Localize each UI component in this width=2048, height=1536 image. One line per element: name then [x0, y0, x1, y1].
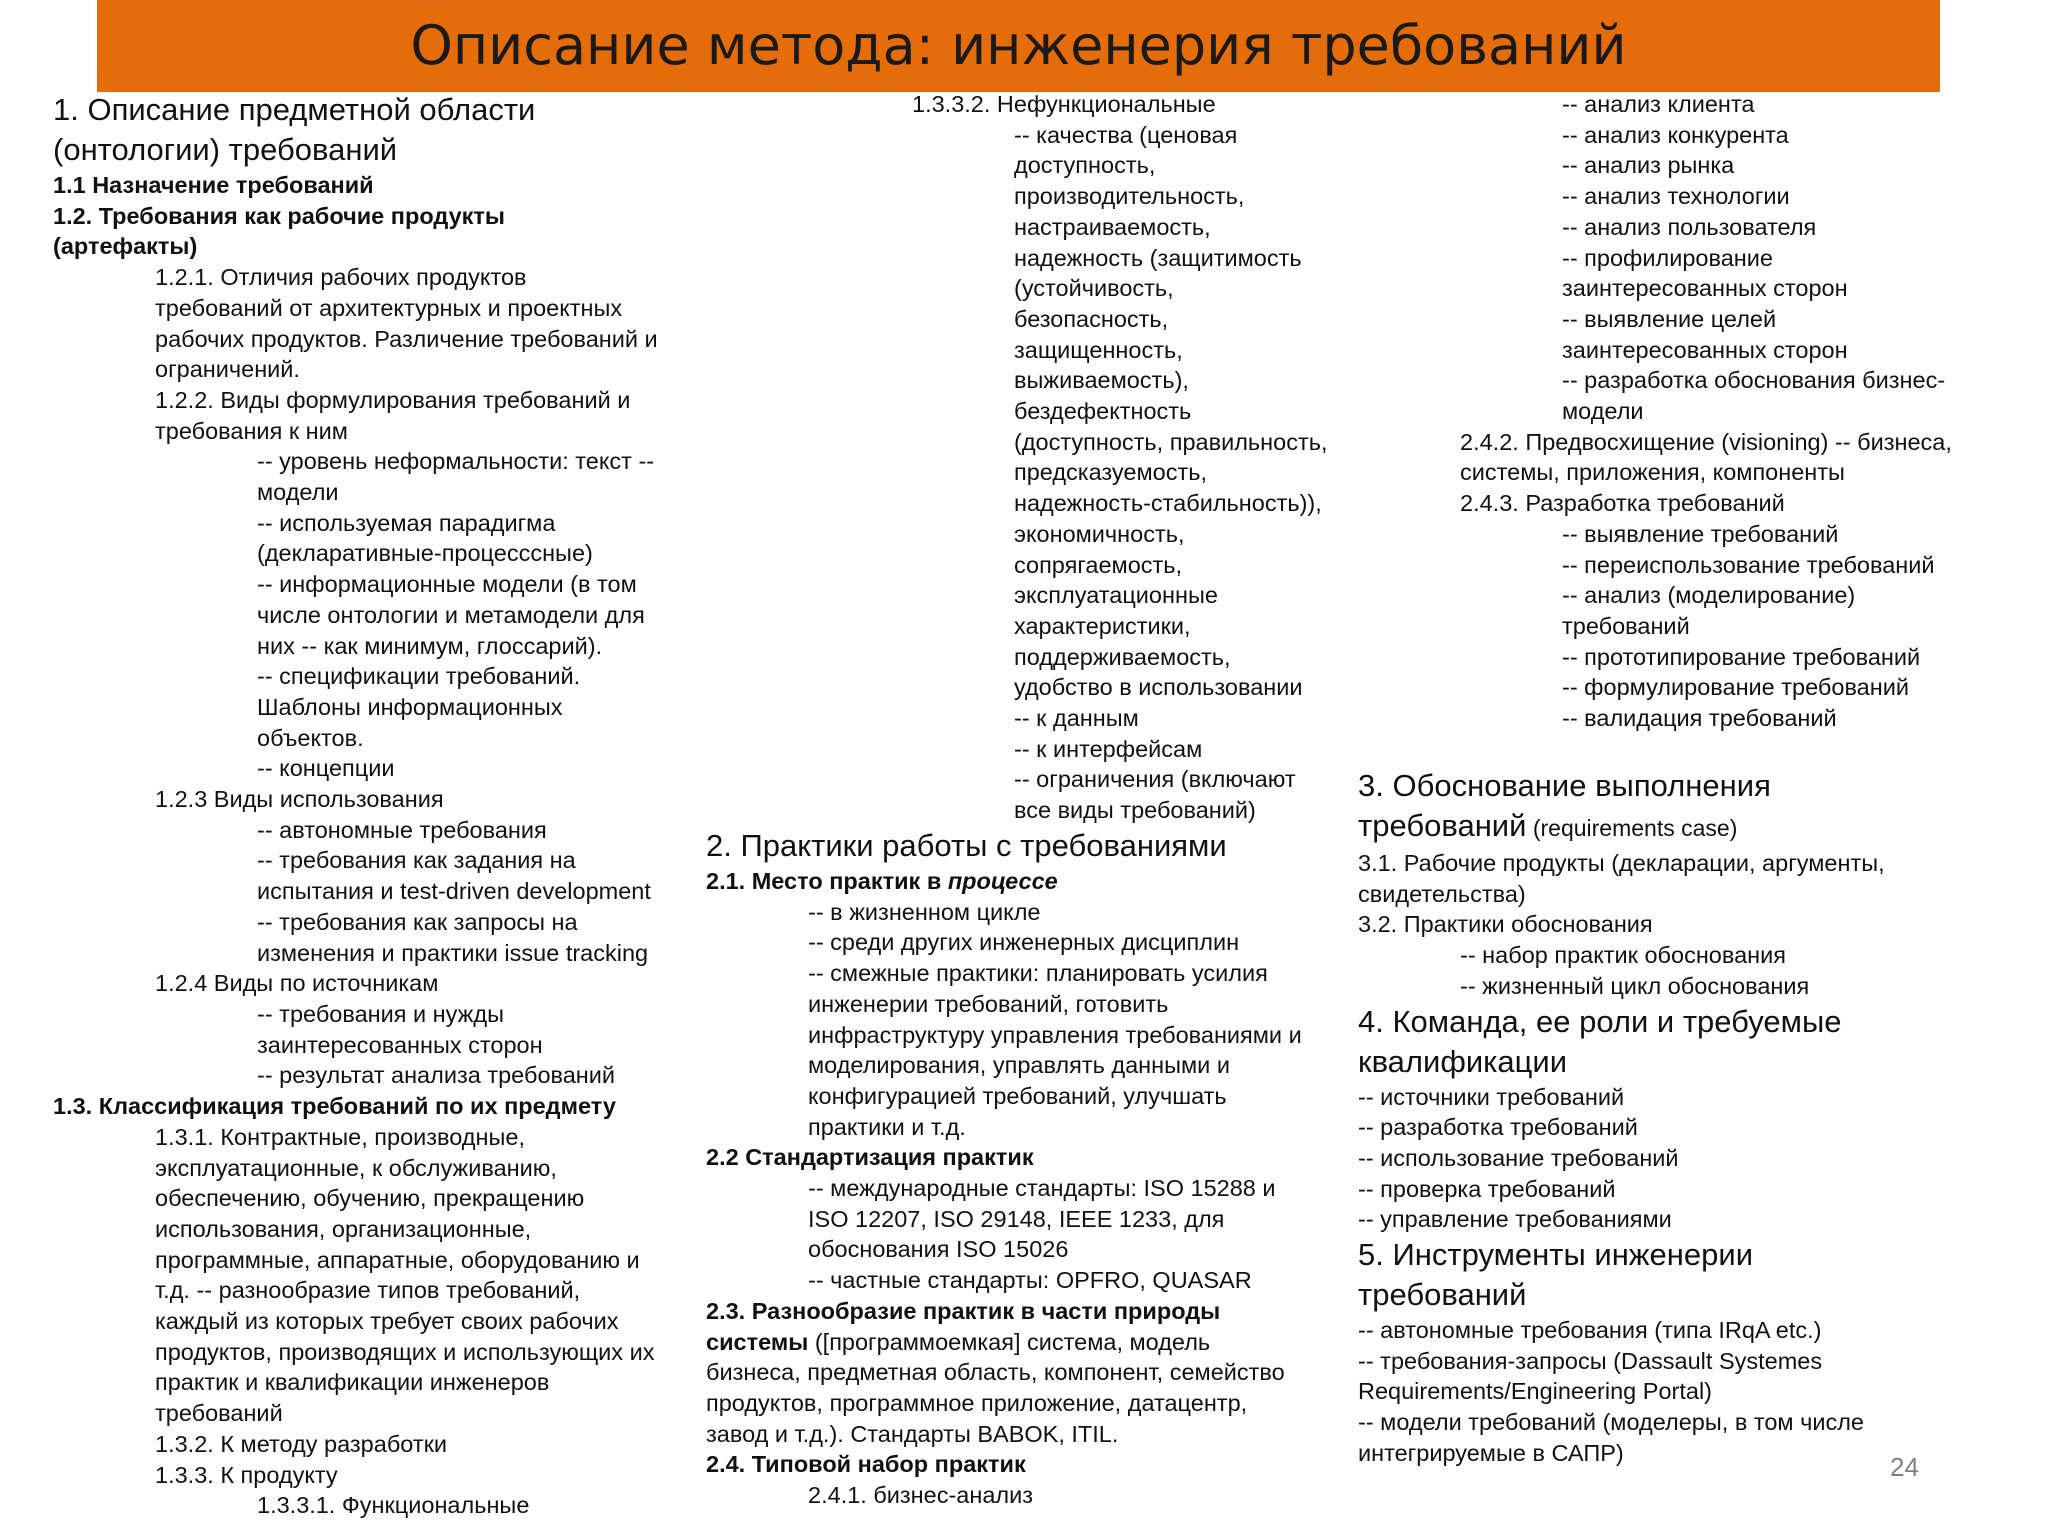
- text-line: [1460, 427, 1952, 458]
- line-text: -- модели требований (моделеры, в том числе: [1358, 1409, 1864, 1436]
- text-line: [53, 876, 658, 907]
- text-line: [53, 416, 658, 447]
- text-line: [53, 815, 658, 846]
- text-line: [706, 1050, 1302, 1081]
- text-line: [706, 1081, 1302, 1112]
- line-text: -- среди других инженерных дисциплин: [808, 929, 1240, 956]
- text-line: [912, 273, 1328, 304]
- line-text: сопрягаемость,: [1014, 551, 1183, 578]
- line-text: 1.3.2. К методу разработки: [155, 1430, 448, 1457]
- line-text: -- набор практик обоснования: [1460, 942, 1786, 969]
- line-text: -- качества (ценовая: [1014, 121, 1238, 148]
- text-line: [53, 661, 658, 692]
- text-line: [1460, 611, 1952, 642]
- line-text: программные, аппаратные, оборудованию и: [155, 1246, 640, 1273]
- line-text: 1.3.3.1. Функциональные: [257, 1492, 530, 1519]
- line-text: -- спецификации требований.: [257, 663, 581, 690]
- column-3-business-analysis: [1460, 89, 1952, 734]
- line-text: выживаемость),: [1014, 367, 1189, 394]
- subsection-heading: [53, 170, 658, 201]
- line-text: надежность-стабильность)),: [1014, 490, 1322, 517]
- line-text: продуктов, программное приложение, датацентр,: [706, 1389, 1248, 1416]
- text-line: [912, 396, 1328, 427]
- text-line: [1460, 335, 1952, 366]
- text-line: [706, 1204, 1302, 1235]
- column-2-nonfunctional: [912, 89, 1328, 826]
- line-text: -- к интерфейсам: [1014, 735, 1203, 762]
- line-text: числе онтологии и метамодели для: [257, 601, 645, 628]
- line-text: производительность,: [1014, 183, 1245, 210]
- line-text: 1.2.1. Отличия рабочих продуктов: [155, 264, 527, 291]
- line-text: (доступность, правильность,: [1014, 428, 1328, 455]
- text-line: [1358, 1438, 1885, 1469]
- line-text: заинтересованных сторон: [257, 1031, 543, 1058]
- text-line: [53, 907, 658, 938]
- subsection-heading: [706, 1449, 1302, 1480]
- section-heading: [53, 130, 658, 170]
- text-line: [1358, 1204, 1885, 1235]
- text-line: [912, 365, 1328, 396]
- line-text: -- жизненный цикл обоснования: [1460, 972, 1810, 999]
- text-line: [53, 1030, 658, 1061]
- line-text: -- требования как задания на: [257, 847, 576, 874]
- line-text: интегрируемые в САПР): [1358, 1439, 1624, 1466]
- text-line: [912, 488, 1328, 519]
- line-text: -- анализ (моделирование): [1562, 582, 1856, 609]
- text-line: [912, 212, 1328, 243]
- line-text: бездефектность: [1014, 398, 1192, 425]
- line-text: 1.3. Классификация требований по их предмету: [53, 1093, 616, 1120]
- line-text: рабочих продуктов. Различение требований и: [155, 325, 658, 352]
- line-text: -- использование требований: [1358, 1144, 1679, 1171]
- text-line: [912, 181, 1328, 212]
- text-line: [1358, 1407, 1885, 1438]
- line-text: 2. Практики работы с требованиями: [706, 828, 1227, 863]
- text-line: [53, 784, 658, 815]
- text-line: [1460, 396, 1952, 427]
- text-line: [53, 385, 658, 416]
- text-line: [706, 1357, 1302, 1388]
- text-line: [1358, 1346, 1885, 1377]
- page-number: 24: [1890, 1452, 1919, 1482]
- line-text: доступность,: [1014, 152, 1156, 179]
- line-text: 2.4.2. Предвосхищение (visioning) -- бизнеса,: [1460, 428, 1952, 455]
- line-text: 1.3.3. К продукту: [155, 1461, 338, 1488]
- line-text: надежность (защитимость: [1014, 244, 1302, 271]
- line-text: (декларативные-процесссные): [257, 540, 593, 567]
- line-text: -- ограничения (включают: [1014, 766, 1296, 793]
- text-line: [912, 672, 1328, 703]
- text-line: [1460, 273, 1952, 304]
- line-text: свидетельства): [1358, 880, 1526, 907]
- text-line: [53, 1245, 658, 1276]
- line-text: -- концепции: [257, 755, 395, 782]
- line-text: обеспечению, обучению, прекращению: [155, 1185, 585, 1212]
- line-text: 1.2.2. Виды формулирования требований и: [155, 386, 631, 413]
- line-text: -- выявление целей: [1562, 305, 1777, 332]
- text-line: [912, 795, 1328, 826]
- line-text: экономичность,: [1014, 520, 1185, 547]
- text-line: [53, 999, 658, 1030]
- text-line: [1358, 848, 1885, 879]
- line-text: -- автономные требования: [257, 816, 547, 843]
- line-text: требования к ним: [155, 417, 348, 444]
- subsection-heading: [706, 1296, 1302, 1327]
- text-line: [912, 764, 1328, 795]
- text-line: [912, 304, 1328, 335]
- line-text: -- требования-запросы (Dassault Systemes: [1358, 1347, 1823, 1374]
- text-line: [1358, 1174, 1885, 1205]
- line-text: 2.3. Разнообразие практик в части природы: [706, 1297, 1221, 1324]
- text-line: [53, 1460, 658, 1491]
- line-text: -- валидация требований: [1562, 705, 1837, 732]
- line-text: -- переиспользование требований: [1562, 551, 1935, 578]
- line-text: продуктов, производящих и использующих их: [155, 1338, 655, 1365]
- line-text: модели: [1562, 398, 1644, 425]
- line-text: 5. Инструменты инженерии: [1358, 1237, 1754, 1273]
- line-text: каждый из которых требует своих рабочих: [155, 1308, 619, 1335]
- text-line: [53, 1306, 658, 1337]
- line-text: -- прототипирование требований: [1562, 643, 1921, 670]
- text-line: [1460, 580, 1952, 611]
- line-text: защищенность,: [1014, 336, 1183, 363]
- line-text: требований: [1358, 808, 1527, 843]
- subsection-heading: [53, 1091, 658, 1122]
- text-line: [53, 1337, 658, 1368]
- text-line: [53, 569, 658, 600]
- line-text: эксплуатационные, к обслуживанию,: [155, 1154, 557, 1181]
- line-text: заинтересованных сторон: [1562, 336, 1848, 363]
- line-text: -- используемая парадигма: [257, 509, 556, 536]
- text-line: [1358, 1082, 1885, 1113]
- line-text: квалификации: [1358, 1043, 1568, 1079]
- line-text: 1.2. Требования как рабочие продукты: [53, 202, 505, 229]
- line-text: испытания и test-driven development: [257, 878, 651, 905]
- text-line: [706, 1020, 1302, 1051]
- text-line: [912, 120, 1328, 151]
- line-text: 1. Описание предметной области: [53, 92, 536, 127]
- text-line: [1460, 457, 1952, 488]
- line-text: -- автономные требования (типа IRqA etc.): [1358, 1317, 1822, 1344]
- line-text: требований: [1358, 1277, 1527, 1313]
- text-line: [53, 1060, 658, 1091]
- text-line: [1460, 365, 1952, 396]
- line-text: практик и квалификации инженеров: [155, 1369, 550, 1396]
- line-text: (артефакты): [53, 233, 198, 260]
- text-line: [1358, 971, 1885, 1002]
- line-text: -- анализ пользователя: [1562, 213, 1817, 240]
- text-line: [53, 723, 658, 754]
- text-line: [1460, 181, 1952, 212]
- text-line: [53, 354, 658, 385]
- line-text: моделирования, управлять данными и: [808, 1052, 1230, 1079]
- line-text: -- результат анализа требований: [257, 1062, 616, 1089]
- text-line: [706, 1173, 1302, 1204]
- text-line: [53, 692, 658, 723]
- text-line: [53, 600, 658, 631]
- text-line: [53, 293, 658, 324]
- line-text: -- требования и нужды: [257, 1000, 504, 1027]
- subsection-heading: [53, 201, 658, 232]
- line-text: требований: [1562, 612, 1690, 639]
- line-text: т.д. -- разнообразие типов требований,: [155, 1277, 581, 1304]
- text-line: [706, 897, 1302, 928]
- line-text: -- международные стандарты: ISO 15288 и: [808, 1175, 1276, 1202]
- line-text: -- анализ клиента: [1562, 91, 1755, 117]
- line-text: 2.1. Место практик в процессе: [706, 868, 1058, 894]
- line-text: все виды требований): [1014, 797, 1256, 824]
- line-text: 2.4. Типовой набор практик: [706, 1451, 1026, 1478]
- column-3-justification-team-tools: [1358, 766, 1885, 1469]
- text-line: [53, 1153, 658, 1184]
- column-2-practices: [706, 826, 1302, 1511]
- text-line: [1460, 150, 1952, 181]
- line-text: -- смежные практики: планировать усилия: [808, 960, 1268, 987]
- line-text: Шаблоны информационных: [257, 693, 563, 720]
- line-text: Requirements/Engineering Portal): [1358, 1378, 1712, 1405]
- line-text: предсказуемость,: [1014, 459, 1207, 486]
- line-text: -- источники требований: [1358, 1083, 1625, 1110]
- line-text: заинтересованных сторон: [1562, 275, 1848, 302]
- line-text: системы, приложения, компоненты: [1460, 459, 1845, 486]
- text-line: [53, 1122, 658, 1153]
- text-line: [1460, 304, 1952, 335]
- section-heading: [1358, 766, 1885, 806]
- text-line: [706, 1265, 1302, 1296]
- line-text: -- информационные модели (в том: [257, 571, 637, 598]
- section-heading: [1358, 1042, 1885, 1082]
- text-line: [53, 477, 658, 508]
- text-line: [912, 611, 1328, 642]
- text-line: [53, 1214, 658, 1245]
- text-line: [912, 550, 1328, 581]
- line-text: (онтологии) требований: [53, 132, 398, 167]
- text-line: [53, 508, 658, 539]
- text-line: [53, 938, 658, 969]
- line-text: ограничений.: [155, 356, 300, 383]
- line-text: удобство в использовании: [1014, 674, 1303, 701]
- line-text: них -- как минимум, глоссарий).: [257, 632, 603, 659]
- text-line: [706, 1327, 1302, 1358]
- text-line: [53, 631, 658, 662]
- text-line: [1358, 1315, 1885, 1346]
- text-line: [1358, 909, 1885, 940]
- line-text: -- профилирование: [1562, 244, 1773, 271]
- section-heading: [706, 826, 1302, 866]
- line-text: инженерии требований, готовить: [808, 990, 1169, 1017]
- text-line: [1460, 120, 1952, 151]
- line-text: завод и т.д.). Стандарты BABOK, ITIL.: [706, 1420, 1119, 1447]
- line-text: 3.1. Рабочие продукты (декларации, аргументы,: [1358, 850, 1885, 876]
- line-text: модели: [257, 479, 339, 506]
- text-line: [1460, 672, 1952, 703]
- text-line: [53, 968, 658, 999]
- line-text: -- анализ рынка: [1562, 152, 1735, 179]
- text-line: [706, 1234, 1302, 1265]
- text-line: [912, 89, 1328, 120]
- line-text: изменения и практики issue tracking: [257, 939, 649, 966]
- text-line: [53, 1429, 658, 1460]
- line-text: ISO 12207, ISO 29148, IEEE 1233, для: [808, 1205, 1225, 1232]
- line-text: (устойчивость,: [1014, 275, 1174, 302]
- line-text: -- разработка обоснования бизнес-: [1562, 367, 1946, 394]
- line-text: 1.3.3.2. Нефункциональные: [912, 91, 1216, 117]
- text-line: [912, 642, 1328, 673]
- text-line: [1460, 703, 1952, 734]
- line-text: эксплуатационные: [1014, 582, 1218, 609]
- line-text: -- уровень неформальности: текст --: [257, 448, 655, 475]
- text-line: [53, 324, 658, 355]
- text-line: [53, 753, 658, 784]
- line-text: 1.1 Назначение требований: [53, 172, 374, 198]
- text-line: [912, 519, 1328, 550]
- text-line: [912, 243, 1328, 274]
- subsection-heading: [706, 866, 1302, 897]
- text-line: [1358, 1143, 1885, 1174]
- text-line: [1460, 212, 1952, 243]
- text-line: [53, 1398, 658, 1429]
- text-line: [1460, 89, 1952, 120]
- line-text: -- проверка требований: [1358, 1175, 1616, 1202]
- line-text: использования, организационные,: [155, 1215, 532, 1242]
- section-heading: [1358, 806, 1885, 848]
- line-text: практики и т.д.: [808, 1113, 966, 1140]
- text-line: [706, 1480, 1302, 1511]
- line-text: конфигурацией требований, улучшать: [808, 1082, 1227, 1109]
- title-banner: [97, 0, 1940, 92]
- text-line: [912, 580, 1328, 611]
- text-line: [1358, 1112, 1885, 1143]
- section-heading: [1358, 1002, 1885, 1042]
- line-text: системы ([программоемкая] система, модель: [706, 1328, 1211, 1355]
- line-text: обоснования ISO 15026: [808, 1236, 1069, 1263]
- line-text: -- частные стандарты: OPFRO, QUASAR: [808, 1267, 1252, 1294]
- line-text: -- разработка требований: [1358, 1114, 1638, 1141]
- text-line: [1358, 940, 1885, 971]
- line-text: -- в жизненном цикле: [808, 898, 1041, 925]
- text-line: [53, 1183, 658, 1214]
- text-line: [1460, 642, 1952, 673]
- text-line: [1358, 879, 1885, 910]
- line-text: -- к данным: [1014, 705, 1139, 732]
- line-text: 3. Обоснование выполнения: [1358, 768, 1771, 803]
- line-text: -- формулирование требований: [1562, 674, 1909, 701]
- line-text: 1.3.1. Контрактные, производные,: [155, 1123, 525, 1150]
- line-text: -- анализ конкурента: [1562, 121, 1789, 148]
- text-line: [53, 1490, 658, 1521]
- text-line: [912, 335, 1328, 366]
- subsection-heading: [706, 1142, 1302, 1173]
- text-line: [53, 1275, 658, 1306]
- text-line: [706, 927, 1302, 958]
- line-text: 1.2.4 Виды по источникам: [155, 970, 439, 997]
- text-line: [1460, 550, 1952, 581]
- line-text: -- требования как запросы на: [257, 908, 578, 935]
- text-line: [53, 845, 658, 876]
- line-text: настраиваемость,: [1014, 213, 1211, 240]
- text-line: [706, 1388, 1302, 1419]
- column-1-ontology: [53, 90, 658, 1521]
- line-text: характеристики,: [1014, 612, 1191, 639]
- text-line: [53, 1367, 658, 1398]
- text-line: [912, 734, 1328, 765]
- text-line: [1358, 1376, 1885, 1407]
- text-line: [912, 457, 1328, 488]
- text-line: [53, 262, 658, 293]
- line-text: требований: [155, 1400, 283, 1427]
- line-text: требований от архитектурных и проектных: [155, 294, 623, 321]
- slide-title: Описание метода: инженерия требований: [410, 14, 1627, 77]
- line-text: -- анализ технологии: [1562, 183, 1790, 210]
- subsection-heading: [53, 231, 658, 262]
- text-line: [53, 446, 658, 477]
- line-text: -- управление требованиями: [1358, 1206, 1672, 1233]
- line-text: 2.4.3. Разработка требований: [1460, 490, 1785, 517]
- section-heading: [1358, 1235, 1885, 1275]
- line-text: поддерживаемость,: [1014, 643, 1231, 670]
- section-heading: [1358, 1275, 1885, 1315]
- text-line: [1460, 243, 1952, 274]
- text-line: [706, 1112, 1302, 1143]
- text-line: [706, 958, 1302, 989]
- line-text: объектов.: [257, 724, 364, 751]
- line-text: 2.2 Стандартизация практик: [706, 1144, 1034, 1171]
- line-text: инфраструктуру управления требованиями и: [808, 1021, 1302, 1048]
- text-line: [912, 150, 1328, 181]
- line-text: безопасность,: [1014, 305, 1169, 332]
- text-line: [1460, 519, 1952, 550]
- text-line: [1460, 488, 1952, 519]
- line-text: бизнеса, предметная область, компонент, семейство: [706, 1359, 1285, 1386]
- text-line: [53, 538, 658, 569]
- text-line: [912, 703, 1328, 734]
- text-line: [706, 989, 1302, 1020]
- line-text: 1.2.3 Виды использования: [155, 786, 444, 813]
- line-note: (requirements case): [1526, 815, 1738, 841]
- line-text: 3.2. Практики обоснования: [1358, 911, 1653, 938]
- line-text: 4. Команда, ее роли и требуемые: [1358, 1003, 1842, 1039]
- section-heading: [53, 90, 658, 130]
- line-text: -- выявление требований: [1562, 520, 1839, 547]
- text-line: [912, 427, 1328, 458]
- line-text: 2.4.1. бизнес-анализ: [808, 1482, 1034, 1509]
- text-line: [706, 1419, 1302, 1450]
